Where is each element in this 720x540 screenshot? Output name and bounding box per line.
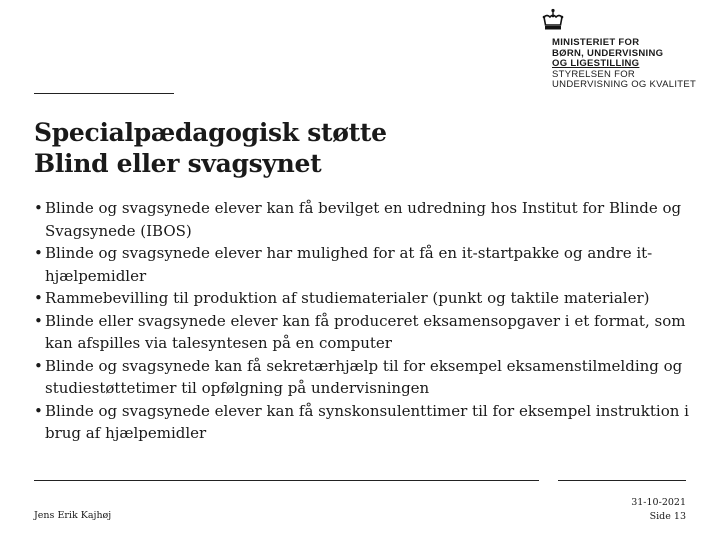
logo-line: STYRELSEN FOR — [552, 68, 636, 80]
logo-line: MINISTERIET FOR — [552, 37, 640, 48]
bullet-list — [34, 197, 694, 445]
footer-meta — [631, 496, 686, 524]
page-number: Side 13 — [649, 511, 686, 522]
logo-line: UNDERVISNING OG KVALITET — [552, 79, 697, 90]
slide-title-line1: Specialpædagogisk støtte — [34, 118, 387, 147]
slide-title-line2: Blind eller svagsynet — [34, 149, 322, 178]
bullet-item: • Blinde eller svagsynede elever kan få produceret eksamensopgaver i et format, som kan afspilles via talesyntesen på en computer — [34, 310, 694, 355]
logo-line: BØRN, UNDERVISNING — [552, 47, 664, 59]
bullet-item: • Blinde og svagsynede elever kan få bevilget en udredning hos Institut for Blinde og Svagsynede (IBOS) — [34, 197, 694, 242]
crown-icon — [540, 8, 566, 34]
ministry-name — [552, 38, 696, 91]
bullet-item: • Blinde og svagsynede elever har mulighed for at få en it-startpakke og andre it-hjælpemidler — [34, 242, 694, 287]
bullet-item: • Blinde og svagsynede kan få sekretærhjælp til for eksempel eksamenstilmelding og studiestøttetimer til opfølgning på undervisningen — [34, 355, 694, 400]
logo-line: OG LIGESTILLING — [552, 58, 640, 69]
footer-divider-left — [34, 480, 539, 481]
footer-date: 31-10-2021 — [631, 497, 686, 508]
footer-author: Jens Erik Kajhøj — [34, 510, 112, 521]
top-divider — [34, 93, 174, 94]
bullet-item: • Rammebevilling til produktion af studiematerialer (punkt og taktile materialer) — [34, 287, 694, 310]
footer-divider-right — [558, 480, 686, 481]
bullet-item: • Blinde og svagsynede elever kan få synskonsulenttimer til for eksempel instruktion i brug af hjælpemidler — [34, 400, 694, 445]
slide-title — [34, 117, 387, 179]
